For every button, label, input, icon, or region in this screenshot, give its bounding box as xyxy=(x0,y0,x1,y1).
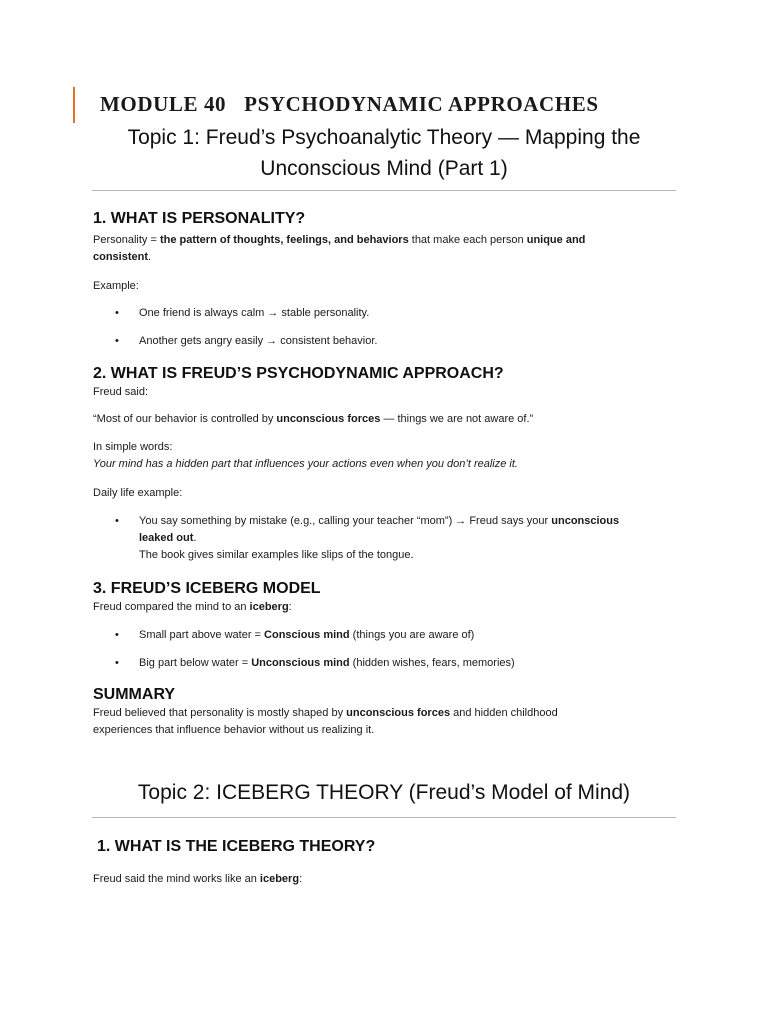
iceberg-theory-text: Freud said the mind works like an iceberg: xyxy=(93,873,303,885)
module-title xyxy=(100,92,700,117)
personality-definition: Personality = the pattern of thoughts, feelings, and behaviors that make each person unique and consistent. xyxy=(93,234,586,263)
freud-quote: “Most of our behavior is controlled by unconscious forces — things we are not aware of.” xyxy=(93,413,534,425)
simple-words-block: In simple words: Your mind has a hidden part that influences your actions even when you don’t realize it. xyxy=(93,441,518,470)
freud-said-label: Freud said: xyxy=(93,386,149,398)
accent-bar xyxy=(73,87,75,123)
topic-1-title-line-2: Unconscious Mind (Part 1) xyxy=(260,157,508,180)
bullet-icon: • xyxy=(115,629,119,641)
section-heading-iceberg-model: 3. FREUD’S ICEBERG MODEL xyxy=(93,580,321,597)
example-label: Example: xyxy=(93,280,139,292)
bullet-icon: • xyxy=(115,657,119,669)
summary-text: Freud believed that personality is mostly shaped by unconscious forces and hidden childhood experiences that influence behavior without us realizing it. xyxy=(93,707,558,736)
topic-1-title xyxy=(92,122,676,184)
iceberg-intro: Freud compared the mind to an iceberg: xyxy=(93,601,292,613)
daily-life-label: Daily life example: xyxy=(93,487,183,499)
bullet-icon: • xyxy=(115,515,119,527)
document-page: MODULE 40 PSYCHODYNAMIC APPROACHES Topic 1: Freud’s Psychoanalytic Theory — Mapping the Unconscious Mind (Part 1) 1. WHAT IS PERSONALITY? Personality = the pattern of thoughts, feelings, and behaviors that make each person unique and consistent. Example: • One friend is always calm → stable personality. • Another gets angry easily → consistent behavior. 2. WHAT IS FREUD’S PSYCHODYNAMIC APPROACH? Freud said: “Most of our behavior is controlled by unconscious forces — things we are not aware of.” In simple words: Your mind has a hidden part that influences your actions even when you don’t realize it. Daily life example: • You say something by mistake (e.g., calling your teacher “mom”) → Freud says your unconscious leaked out. The book gives similar examples like slips of the tongue. 3. FREUD’S ICEBERG MODEL Freud compared the mind to an iceberg: • Small part above water = Conscious mind (things you are aware of) • Big part below water = Unconscious mind (hidden wishes, fears, memories) SUMMARY Freud believed that personality is mostly shaped by unconscious forces and hidden childhood experiences that influence behavior without us realizing it. Topic 2: ICEBERG THEORY (Freud’s Model of Mind) 1. WHAT IS THE ICEBERG THEORY? Freud said the mind works like an iceberg: xyxy=(0,0,768,1024)
module-number: MODULE 40 xyxy=(100,92,227,116)
bullet-icon: • xyxy=(115,307,119,319)
section-heading-iceberg-theory: 1. WHAT IS THE ICEBERG THEORY? xyxy=(97,838,376,855)
divider-rule xyxy=(92,817,676,818)
divider-rule xyxy=(92,190,676,191)
module-name: PSYCHODYNAMIC APPROACHES xyxy=(244,92,599,116)
bullet-icon: • xyxy=(115,335,119,347)
section-heading-summary: SUMMARY xyxy=(93,686,176,703)
topic-1-title-line-1: Topic 1: Freud’s Psychoanalytic Theory — Mapping the xyxy=(127,126,641,149)
section-heading-personality: 1. WHAT IS PERSONALITY? xyxy=(93,210,306,227)
section-heading-psychodynamic: 2. WHAT IS FREUD’S PSYCHODYNAMIC APPROACH? xyxy=(93,365,504,382)
topic-2-title: Topic 2: ICEBERG THEORY (Freud’s Model of Mind) xyxy=(137,781,631,804)
